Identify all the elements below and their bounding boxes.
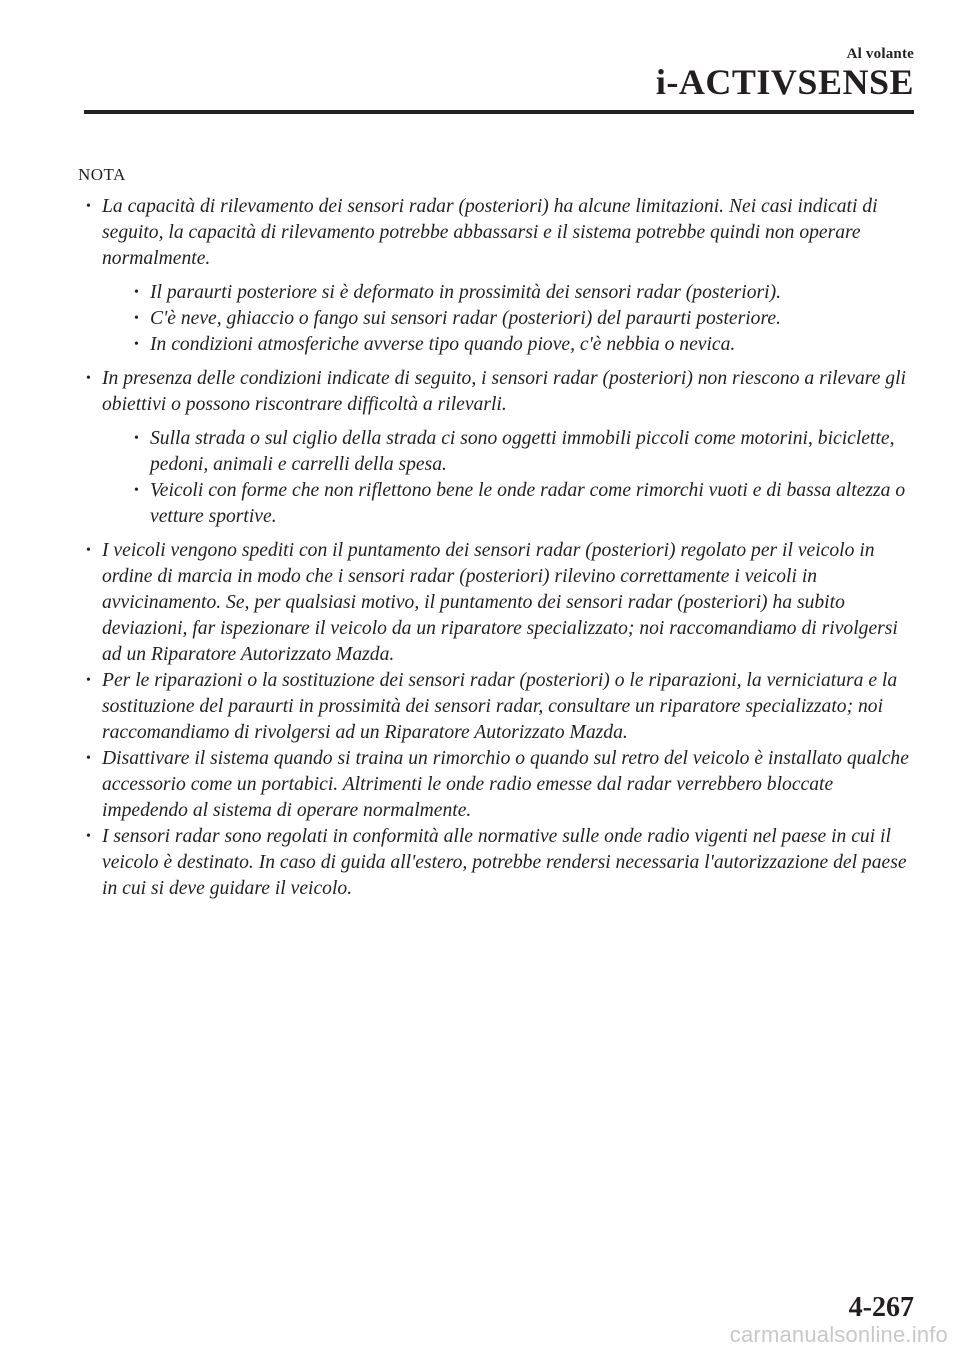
note-item xyxy=(78,538,916,668)
note-item xyxy=(78,824,916,902)
header-rule xyxy=(84,110,914,114)
note-item-text: In presenza delle condizioni indicate di seguito, i sensori radar (posteriori) non riescono a rilevare gli obiettivi o possono riscontrare difficoltà a rilevarli. xyxy=(102,368,906,415)
bullet-icon: • xyxy=(86,199,91,214)
header-section: Al volante xyxy=(846,46,914,62)
note-list xyxy=(78,194,916,902)
sub-item xyxy=(126,280,916,306)
sub-item-text: Veicoli con forme che non riflettono bene le onde radar come rimorchi vuoti e di bassa altezza o vetture sportive. xyxy=(150,480,906,527)
note-content xyxy=(78,162,916,902)
bullet-icon: • xyxy=(134,337,139,352)
watermark: carmanualsonline.info xyxy=(729,1322,948,1347)
note-item-text: I sensori radar sono regolati in conformità alle normative sulle onde radio vigenti nel paese in cui il veicolo è destinato. In caso di guida all'estero, potrebbe rendersi necessaria l'autorizzazione del paese in cui si deve guidare il veicolo. xyxy=(102,826,907,899)
sub-list xyxy=(102,426,916,530)
bullet-icon: • xyxy=(134,431,139,446)
bullet-icon: • xyxy=(134,311,139,326)
bullet-icon: • xyxy=(134,483,139,498)
sub-item-text: Sulla strada o sul ciglio della strada ci sono oggetti immobili piccoli come motorini, biciclette, pedoni, animali e carrelli della spesa. xyxy=(150,428,895,475)
sub-list xyxy=(102,280,916,358)
note-item-text: La capacità di rilevamento dei sensori radar (posteriori) ha alcune limitazioni. Nei casi indicati di seguito, la capacità di rilevamento potrebbe abbassarsi e il sistema potrebbe quindi non operare normalmente. xyxy=(102,196,878,269)
bullet-icon: • xyxy=(86,543,91,558)
bullet-icon: • xyxy=(86,751,91,766)
bullet-icon: • xyxy=(134,285,139,300)
page-title: i-ACTIVSENSE xyxy=(655,62,914,102)
bullet-icon: • xyxy=(86,371,91,386)
note-item xyxy=(78,746,916,824)
note-item-text: Disattivare il sistema quando si traina un rimorchio o quando sul retro del veicolo è installato qualche accessorio come un portabici. Altrimenti le onde radio emesse dal radar verrebbero bloccate impedendo al sistema di operare normalmente. xyxy=(102,748,909,821)
sub-item xyxy=(126,306,916,332)
note-item xyxy=(78,668,916,746)
sub-item xyxy=(126,478,916,530)
sub-item xyxy=(126,332,916,358)
note-item xyxy=(78,194,916,358)
note-item-text: I veicoli vengono spediti con il puntamento dei sensori radar (posteriori) regolato per il veicolo in ordine di marcia in modo che i sensori radar (posteriori) rilevino correttamente i veicoli in avvicinamento. Se, per qualsiasi motivo, il puntamento dei sensori radar (posteriori) ha subito deviazioni, far ispezionare il veicolo da un riparatore specializzato; noi raccomandiamo di rivolgersi ad un Riparatore Autorizzato Mazda. xyxy=(102,540,898,665)
page-number: 4-267 xyxy=(848,1292,914,1323)
bullet-icon: • xyxy=(86,829,91,844)
note-label: NOTA xyxy=(78,165,126,184)
note-item-text: Per le riparazioni o la sostituzione dei sensori radar (posteriori) o le riparazioni, la verniciatura e la sostituzione del paraurti in prossimità dei sensori radar, consultare un riparatore specializzato; noi raccomandiamo di rivolgersi ad un Riparatore Autorizzato Mazda. xyxy=(102,670,898,743)
sub-item-text: In condizioni atmosferiche avverse tipo quando piove, c'è nebbia o nevica. xyxy=(150,334,736,355)
sub-item-text: Il paraurti posteriore si è deformato in prossimità dei sensori radar (posteriori). xyxy=(150,282,781,303)
note-item xyxy=(78,366,916,530)
sub-item-text: C'è neve, ghiaccio o fango sui sensori radar (posteriori) del paraurti posteriore. xyxy=(150,308,781,329)
bullet-icon: • xyxy=(86,673,91,688)
sub-item xyxy=(126,426,916,478)
